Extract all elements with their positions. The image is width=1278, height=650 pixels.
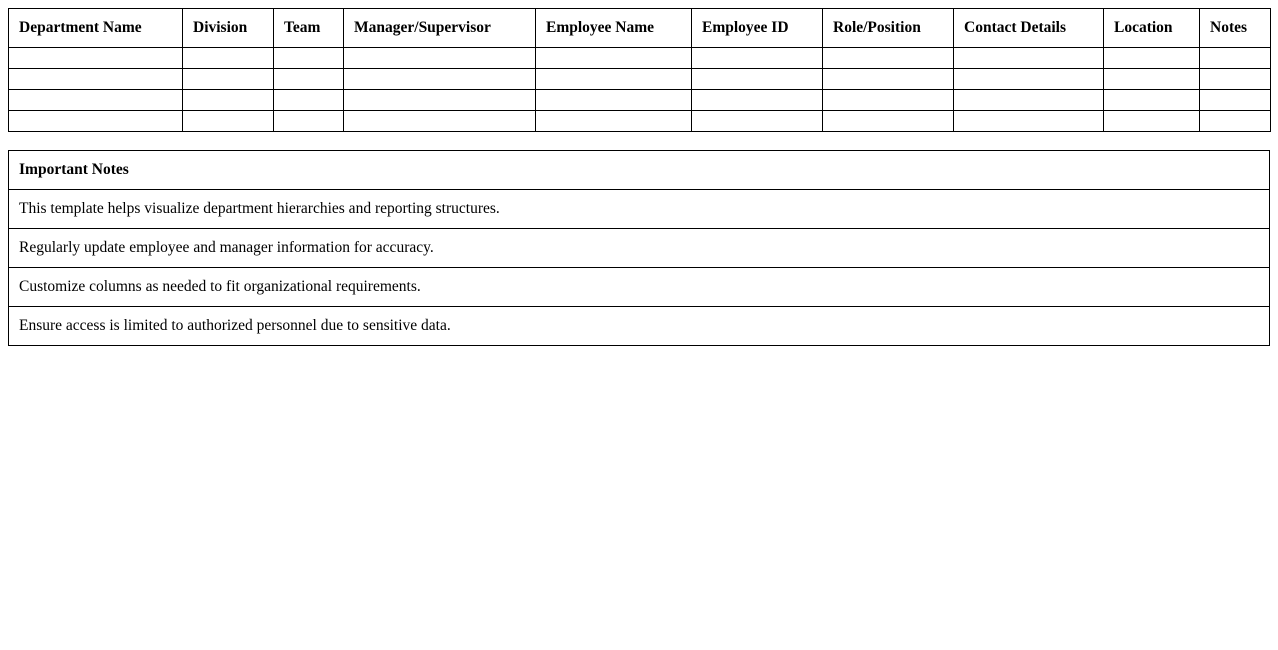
table-cell[interactable] (1200, 90, 1271, 111)
table-cell[interactable] (954, 48, 1104, 69)
table-cell[interactable] (823, 111, 954, 132)
note-row (9, 229, 1270, 268)
table-cell[interactable] (183, 69, 274, 90)
document-page (8, 8, 1270, 346)
table-cell[interactable] (1200, 111, 1271, 132)
table-cell[interactable] (183, 111, 274, 132)
table-cell[interactable] (9, 111, 183, 132)
table-cell[interactable] (9, 90, 183, 111)
table-cell[interactable] (274, 90, 344, 111)
header-contact-details: Contact Details (954, 9, 1104, 48)
table-cell[interactable] (954, 90, 1104, 111)
table-cell[interactable] (1200, 48, 1271, 69)
table-cell[interactable] (692, 90, 823, 111)
table-cell[interactable] (183, 48, 274, 69)
table-cell[interactable] (536, 48, 692, 69)
header-employee-name: Employee Name (536, 9, 692, 48)
table-cell[interactable] (344, 111, 536, 132)
table-cell[interactable] (1104, 48, 1200, 69)
table-cell[interactable] (823, 69, 954, 90)
table-row (9, 90, 1271, 111)
notes-title: Important Notes (9, 151, 1270, 190)
table-row (9, 48, 1271, 69)
table-cell[interactable] (344, 90, 536, 111)
table-cell[interactable] (1104, 90, 1200, 111)
note-row (9, 307, 1270, 346)
table-cell[interactable] (536, 90, 692, 111)
header-notes: Notes (1200, 9, 1271, 48)
table-cell[interactable] (823, 48, 954, 69)
note-row (9, 268, 1270, 307)
table-cell[interactable] (692, 69, 823, 90)
header-row (9, 9, 1271, 48)
notes-header-row (9, 151, 1270, 190)
table-cell[interactable] (536, 111, 692, 132)
table-cell[interactable] (1200, 69, 1271, 90)
table-cell[interactable] (274, 48, 344, 69)
table-cell[interactable] (344, 48, 536, 69)
table-cell[interactable] (1104, 111, 1200, 132)
table-cell[interactable] (692, 111, 823, 132)
table-row (9, 69, 1271, 90)
note-item: Customize columns as needed to fit organizational requirements. (9, 268, 1270, 307)
header-location: Location (1104, 9, 1200, 48)
org-structure-table (8, 8, 1271, 132)
table-cell[interactable] (183, 90, 274, 111)
header-employee-id: Employee ID (692, 9, 823, 48)
important-notes-table (8, 150, 1270, 346)
header-team: Team (274, 9, 344, 48)
table-row (9, 111, 1271, 132)
header-division: Division (183, 9, 274, 48)
note-item: Ensure access is limited to authorized personnel due to sensitive data. (9, 307, 1270, 346)
header-department-name: Department Name (9, 9, 183, 48)
header-manager-supervisor: Manager/Supervisor (344, 9, 536, 48)
table-cell[interactable] (954, 111, 1104, 132)
table-cell[interactable] (1104, 69, 1200, 90)
table-cell[interactable] (274, 69, 344, 90)
header-role-position: Role/Position (823, 9, 954, 48)
table-cell[interactable] (9, 69, 183, 90)
table-cell[interactable] (823, 90, 954, 111)
table-cell[interactable] (9, 48, 183, 69)
table-cell[interactable] (954, 69, 1104, 90)
note-item: This template helps visualize department hierarchies and reporting structures. (9, 190, 1270, 229)
table-cell[interactable] (692, 48, 823, 69)
note-row (9, 190, 1270, 229)
table-cell[interactable] (274, 111, 344, 132)
note-item: Regularly update employee and manager information for accuracy. (9, 229, 1270, 268)
table-cell[interactable] (536, 69, 692, 90)
table-cell[interactable] (344, 69, 536, 90)
